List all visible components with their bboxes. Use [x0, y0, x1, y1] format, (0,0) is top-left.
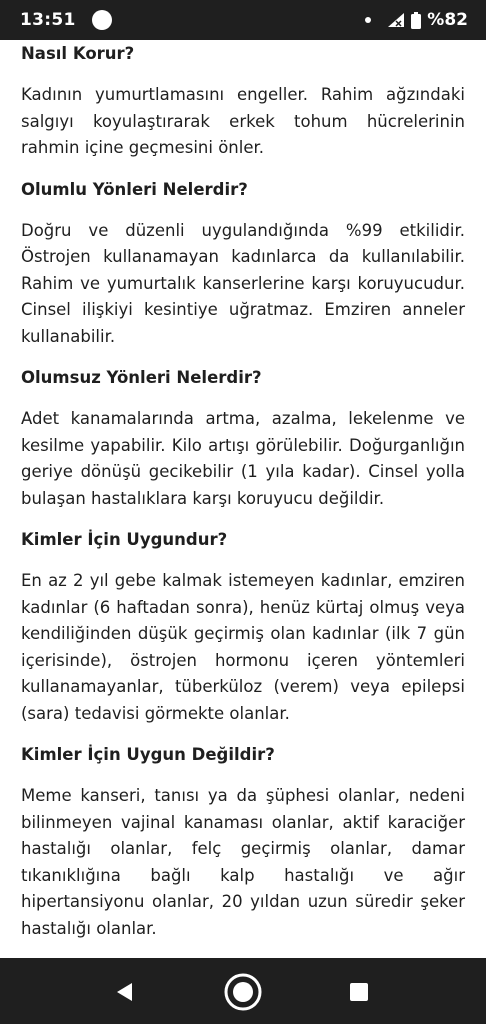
- home-button[interactable]: [223, 972, 263, 1012]
- section-heading: Kimler İçin Uygundur?: [21, 530, 228, 549]
- section-body: Kadının yumurtlamasını engeller. Rahim ağzındaki salgıyı koyulaştırarak erkek tohum hücrelerinin rahmin içine geçmesini önler.: [21, 85, 465, 157]
- section-heading: Kimler İçin Uygun Değildir?: [21, 745, 275, 764]
- back-button[interactable]: [105, 972, 145, 1012]
- status-time: 13:51: [20, 10, 76, 30]
- section-heading: Nasıl Korur?: [21, 44, 135, 63]
- section-body: En az 2 yıl gebe kalmak istemeyen kadınlar, emziren kadınlar (6 haftadan sonra), henüz kürtaj olmuş veya kendiliğinden düşük geçirmiş olan kadınlar (ilk 7 gün içerisinde), östrojen hormonu içeren yöntemleri kullanamayanlar, tüberküloz (verem) veya epilepsi (sara) tedavisi görmekte olanlar.: [21, 571, 465, 723]
- article-content[interactable]: [0, 40, 486, 958]
- battery-icon: [411, 12, 421, 29]
- notification-dot-icon: [92, 10, 112, 30]
- signal-icon: [387, 12, 405, 28]
- recents-button[interactable]: [339, 972, 379, 1012]
- section-body: Meme kanseri, tanısı ya da şüphesi olanlar, nedeni bilinmeyen vajinal kanaması olanlar, aktif karaciğer hastalığı olanlar, felç geçirmiş olanlar, damar tıkanıklığına bağlı kalp hastalığı ve ağır hipertansiyonu olanlar, 20 yıldan uzun süredir şeker hastalığı olanlar.: [21, 786, 465, 938]
- home-icon: [223, 972, 263, 1012]
- section-body: Adet kanamalarında artma, azalma, lekelenme ve kesilme yapabilir. Kilo artışı görülebilir. Doğurganlığın geriye dönüşü gecikebilir (1 yıla kadar). Cinsel yolla bulaşan hastalıklara karşı koruyucu değildir.: [21, 409, 465, 508]
- back-icon: [114, 981, 136, 1003]
- status-bar: [0, 0, 486, 40]
- navigation-bar: [0, 958, 486, 1024]
- section-heading: Olumsuz Yönleri Nelerdir?: [21, 368, 262, 387]
- section-body: Doğru ve düzenli uygulandığında %99 etkilidir. Östrojen kullanamayan kadınlarca da kullanılabilir. Rahim ve yumurtalık kanserlerine karşı koruyucudur. Cinsel ilişkiyi kesintiye uğratmaz. Emziren anneler kullanabilir.: [21, 220, 465, 346]
- recents-icon: [348, 981, 370, 1003]
- small-dot-icon: [365, 17, 371, 23]
- status-icons: [365, 10, 468, 30]
- section-heading: Olumlu Yönleri Nelerdir?: [21, 179, 248, 199]
- battery-percentage: %82: [427, 10, 468, 30]
